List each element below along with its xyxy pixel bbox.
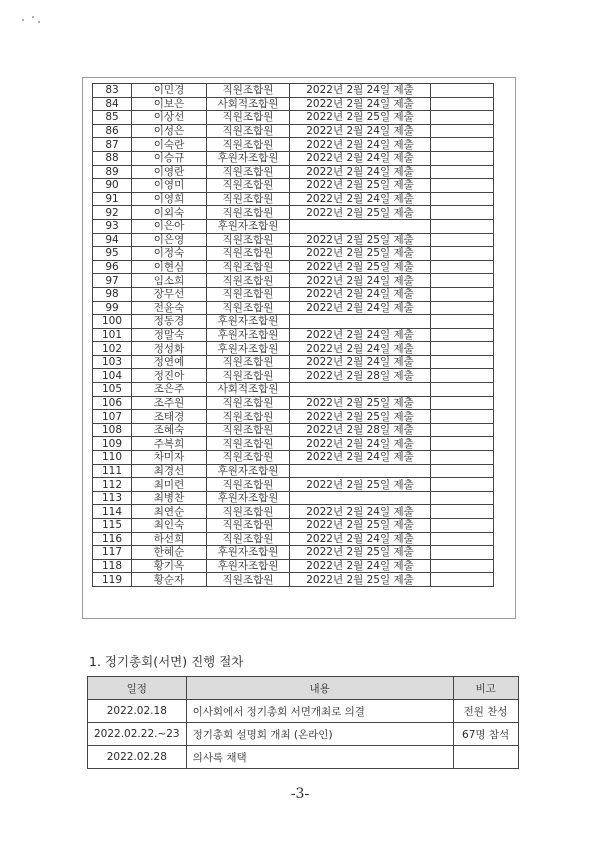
procedure-date: 2022.02.18 <box>88 700 187 723</box>
member-row <box>93 165 494 179</box>
member-type: 직원조합원 <box>207 165 290 179</box>
member-number: 90 <box>93 179 132 193</box>
submission-date: 2022년 2월 28일 제출 <box>290 369 431 383</box>
member-note <box>431 383 494 397</box>
member-name: 임소희 <box>132 274 207 288</box>
member-note <box>431 491 494 505</box>
member-note <box>431 287 494 301</box>
member-name: 이정숙 <box>132 247 207 261</box>
member-note <box>431 179 494 193</box>
header-note: 비고 <box>453 677 518 700</box>
member-row <box>93 301 494 315</box>
member-type: 직원조합원 <box>207 179 290 193</box>
member-number: 103 <box>93 355 132 369</box>
member-row <box>93 355 494 369</box>
member-note <box>431 369 494 383</box>
member-row <box>93 505 494 519</box>
member-note <box>431 573 494 587</box>
member-number: 111 <box>93 464 132 478</box>
member-row <box>93 138 494 152</box>
member-row <box>93 192 494 206</box>
member-note <box>431 260 494 274</box>
member-row <box>93 315 494 329</box>
member-name: 최인숙 <box>132 519 207 533</box>
member-note <box>431 546 494 560</box>
member-name: 이보은 <box>132 97 207 111</box>
procedure-row <box>88 700 519 723</box>
member-note <box>431 532 494 546</box>
header-content: 내용 <box>186 677 453 700</box>
member-note <box>431 342 494 356</box>
member-row <box>93 478 494 492</box>
member-name: 이승규 <box>132 151 207 165</box>
member-row <box>93 383 494 397</box>
member-table-body <box>93 84 494 587</box>
member-note <box>431 192 494 206</box>
member-name: 이성은 <box>132 124 207 138</box>
member-number: 102 <box>93 342 132 356</box>
member-number: 91 <box>93 192 132 206</box>
member-note <box>431 97 494 111</box>
submission-date: 2022년 2월 25일 제출 <box>290 396 431 410</box>
member-type: 직원조합원 <box>207 206 290 220</box>
member-name: 최경선 <box>132 464 207 478</box>
submission-date: 2022년 2월 24일 제출 <box>290 274 431 288</box>
member-type: 직원조합원 <box>207 573 290 587</box>
member-type: 직원조합원 <box>207 287 290 301</box>
member-name: 이은아 <box>132 219 207 233</box>
member-type: 직원조합원 <box>207 124 290 138</box>
submission-date: 2022년 2월 24일 제출 <box>290 84 431 98</box>
procedure-table <box>87 676 519 769</box>
member-row <box>93 464 494 478</box>
submission-date: 2022년 2월 25일 제출 <box>290 206 431 220</box>
member-type: 후원자조합원 <box>207 342 290 356</box>
submission-date: 2022년 2월 24일 제출 <box>290 342 431 356</box>
member-name: 황순자 <box>132 573 207 587</box>
member-name: 주복희 <box>132 437 207 451</box>
member-name: 조은주 <box>132 383 207 397</box>
submission-date <box>290 315 431 329</box>
member-number: 105 <box>93 383 132 397</box>
member-row <box>93 519 494 533</box>
member-note <box>431 247 494 261</box>
member-note <box>431 274 494 288</box>
member-number: 108 <box>93 423 132 437</box>
member-type: 직원조합원 <box>207 138 290 152</box>
member-name: 최미련 <box>132 478 207 492</box>
member-type: 직원조합원 <box>207 274 290 288</box>
submission-date: 2022년 2월 24일 제출 <box>290 287 431 301</box>
member-note <box>431 124 494 138</box>
member-type: 직원조합원 <box>207 410 290 424</box>
member-note <box>431 437 494 451</box>
member-name: 정동경 <box>132 315 207 329</box>
member-type: 후원자조합원 <box>207 315 290 329</box>
member-number: 118 <box>93 559 132 573</box>
member-row <box>93 111 494 125</box>
member-number: 87 <box>93 138 132 152</box>
member-type: 사회적조합원 <box>207 383 290 397</box>
member-name: 이숙란 <box>132 138 207 152</box>
member-type: 직원조합원 <box>207 233 290 247</box>
member-note <box>431 451 494 465</box>
member-number: 84 <box>93 97 132 111</box>
procedure-date: 2022.02.28 <box>88 746 187 769</box>
procedure-content: 이사회에서 정기총회 서면개최로 의결 <box>186 700 453 723</box>
submission-date: 2022년 2월 24일 제출 <box>290 301 431 315</box>
member-note <box>431 84 494 98</box>
member-number: 96 <box>93 260 132 274</box>
member-note <box>431 478 494 492</box>
member-type: 직원조합원 <box>207 396 290 410</box>
member-number: 86 <box>93 124 132 138</box>
member-row <box>93 559 494 573</box>
member-note <box>431 423 494 437</box>
member-type: 직원조합원 <box>207 111 290 125</box>
submission-date: 2022년 2월 24일 제출 <box>290 192 431 206</box>
member-number: 106 <box>93 396 132 410</box>
procedure-header-row <box>88 677 519 700</box>
member-row <box>93 206 494 220</box>
member-row <box>93 219 494 233</box>
submission-date: 2022년 2월 24일 제출 <box>290 124 431 138</box>
submission-date: 2022년 2월 24일 제출 <box>290 559 431 573</box>
submission-date <box>290 219 431 233</box>
member-note <box>431 165 494 179</box>
member-name: 최병찬 <box>132 491 207 505</box>
member-note <box>431 464 494 478</box>
member-type: 직원조합원 <box>207 505 290 519</box>
submission-date: 2022년 2월 25일 제출 <box>290 478 431 492</box>
header-date: 일정 <box>88 677 187 700</box>
procedure-note: 67명 참석 <box>453 723 518 746</box>
member-name: 이영란 <box>132 165 207 179</box>
member-note <box>431 138 494 152</box>
member-row <box>93 124 494 138</box>
member-name: 전윤숙 <box>132 301 207 315</box>
member-row <box>93 396 494 410</box>
member-row <box>93 451 494 465</box>
member-type: 직원조합원 <box>207 301 290 315</box>
member-note <box>431 396 494 410</box>
member-number: 112 <box>93 478 132 492</box>
member-number: 107 <box>93 410 132 424</box>
member-number: 109 <box>93 437 132 451</box>
member-type: 후원자조합원 <box>207 151 290 165</box>
member-note <box>431 410 494 424</box>
submission-date: 2022년 2월 25일 제출 <box>290 546 431 560</box>
member-note <box>431 233 494 247</box>
procedure-row <box>88 723 519 746</box>
member-row <box>93 532 494 546</box>
member-row <box>93 151 494 165</box>
submission-date: 2022년 2월 24일 제출 <box>290 165 431 179</box>
member-note <box>431 151 494 165</box>
member-row <box>93 287 494 301</box>
page-number: -3- <box>290 786 310 802</box>
member-note <box>431 206 494 220</box>
member-name: 정진아 <box>132 369 207 383</box>
member-row <box>93 179 494 193</box>
member-number: 117 <box>93 546 132 560</box>
member-note <box>431 355 494 369</box>
member-number: 88 <box>93 151 132 165</box>
member-type: 직원조합원 <box>207 247 290 261</box>
member-type: 직원조합원 <box>207 84 290 98</box>
member-number: 92 <box>93 206 132 220</box>
member-name: 장무선 <box>132 287 207 301</box>
submission-date: 2022년 2월 25일 제출 <box>290 573 431 587</box>
member-type: 직원조합원 <box>207 451 290 465</box>
submission-date: 2022년 2월 24일 제출 <box>290 451 431 465</box>
member-row <box>93 437 494 451</box>
submission-date: 2022년 2월 28일 제출 <box>290 423 431 437</box>
member-row <box>93 369 494 383</box>
member-note <box>431 519 494 533</box>
member-number: 114 <box>93 505 132 519</box>
submission-date <box>290 491 431 505</box>
submission-date: 2022년 2월 25일 제출 <box>290 410 431 424</box>
section-title: 1. 정기총회(서면) 진행 절차 <box>89 654 244 669</box>
member-type: 직원조합원 <box>207 519 290 533</box>
procedure-note <box>453 746 518 769</box>
submission-date: 2022년 2월 25일 제출 <box>290 179 431 193</box>
submission-date: 2022년 2월 24일 제출 <box>290 328 431 342</box>
member-name: 조혜숙 <box>132 423 207 437</box>
member-number: 110 <box>93 451 132 465</box>
member-number: 85 <box>93 111 132 125</box>
member-number: 89 <box>93 165 132 179</box>
member-row <box>93 97 494 111</box>
submission-date: 2022년 2월 24일 제출 <box>290 505 431 519</box>
submission-date: 2022년 2월 24일 제출 <box>290 138 431 152</box>
member-note <box>431 219 494 233</box>
member-row <box>93 233 494 247</box>
member-name: 이은영 <box>132 233 207 247</box>
member-number: 116 <box>93 532 132 546</box>
member-number: 101 <box>93 328 132 342</box>
member-name: 최연순 <box>132 505 207 519</box>
member-number: 98 <box>93 287 132 301</box>
member-table <box>92 83 494 587</box>
member-number: 115 <box>93 519 132 533</box>
submission-date <box>290 383 431 397</box>
member-type: 직원조합원 <box>207 260 290 274</box>
member-note <box>431 111 494 125</box>
member-row <box>93 260 494 274</box>
member-number: 104 <box>93 369 132 383</box>
submission-date: 2022년 2월 24일 제출 <box>290 97 431 111</box>
member-type: 직원조합원 <box>207 192 290 206</box>
member-number: 99 <box>93 301 132 315</box>
member-name: 이영미 <box>132 179 207 193</box>
scan-specks <box>22 15 52 25</box>
member-type: 후원자조합원 <box>207 464 290 478</box>
procedure-note: 전원 찬성 <box>453 700 518 723</box>
procedure-row <box>88 746 519 769</box>
member-type: 후원자조합원 <box>207 491 290 505</box>
procedure-date: 2022.02.22.~23 <box>88 723 187 746</box>
member-type: 직원조합원 <box>207 423 290 437</box>
member-type: 후원자조합원 <box>207 219 290 233</box>
member-name: 이현심 <box>132 260 207 274</box>
submission-date: 2022년 2월 25일 제출 <box>290 233 431 247</box>
member-type: 후원자조합원 <box>207 559 290 573</box>
member-row <box>93 546 494 560</box>
member-number: 119 <box>93 573 132 587</box>
member-row <box>93 274 494 288</box>
member-name: 하선희 <box>132 532 207 546</box>
member-number: 83 <box>93 84 132 98</box>
member-name: 조태경 <box>132 410 207 424</box>
member-name: 조주원 <box>132 396 207 410</box>
member-number: 100 <box>93 315 132 329</box>
member-row <box>93 573 494 587</box>
member-name: 황기옥 <box>132 559 207 573</box>
member-name: 정연예 <box>132 355 207 369</box>
member-note <box>431 328 494 342</box>
member-name: 이민경 <box>132 84 207 98</box>
procedure-content: 정기총회 설명회 개최 (온라인) <box>186 723 453 746</box>
procedure-content: 의사록 채택 <box>186 746 453 769</box>
member-name: 이영희 <box>132 192 207 206</box>
member-row <box>93 491 494 505</box>
submission-date: 2022년 2월 25일 제출 <box>290 111 431 125</box>
member-type: 후원자조합원 <box>207 328 290 342</box>
member-type: 직원조합원 <box>207 369 290 383</box>
submission-date: 2022년 2월 25일 제출 <box>290 519 431 533</box>
member-note <box>431 559 494 573</box>
member-number: 97 <box>93 274 132 288</box>
member-row <box>93 247 494 261</box>
member-note <box>431 301 494 315</box>
submission-date: 2022년 2월 24일 제출 <box>290 437 431 451</box>
member-number: 93 <box>93 219 132 233</box>
member-type: 직원조합원 <box>207 437 290 451</box>
member-name: 차미자 <box>132 451 207 465</box>
member-name: 정성화 <box>132 342 207 356</box>
submission-date: 2022년 2월 25일 제출 <box>290 260 431 274</box>
submission-date: 2022년 2월 24일 제출 <box>290 151 431 165</box>
member-name: 한혜순 <box>132 546 207 560</box>
submission-date: 2022년 2월 24일 제출 <box>290 355 431 369</box>
member-name: 정말숙 <box>132 328 207 342</box>
member-row <box>93 423 494 437</box>
member-type: 직원조합원 <box>207 532 290 546</box>
member-note <box>431 315 494 329</box>
member-number: 113 <box>93 491 132 505</box>
member-number: 95 <box>93 247 132 261</box>
member-type: 직원조합원 <box>207 355 290 369</box>
member-type: 후원자조합원 <box>207 546 290 560</box>
submission-date: 2022년 2월 25일 제출 <box>290 247 431 261</box>
member-name: 이외숙 <box>132 206 207 220</box>
member-type: 직원조합원 <box>207 478 290 492</box>
member-note <box>431 505 494 519</box>
member-row <box>93 410 494 424</box>
member-number: 94 <box>93 233 132 247</box>
member-row <box>93 342 494 356</box>
member-row <box>93 84 494 98</box>
member-row <box>93 328 494 342</box>
member-name: 이상선 <box>132 111 207 125</box>
submission-date: 2022년 2월 24일 제출 <box>290 532 431 546</box>
member-type: 사회적조합원 <box>207 97 290 111</box>
submission-date <box>290 464 431 478</box>
